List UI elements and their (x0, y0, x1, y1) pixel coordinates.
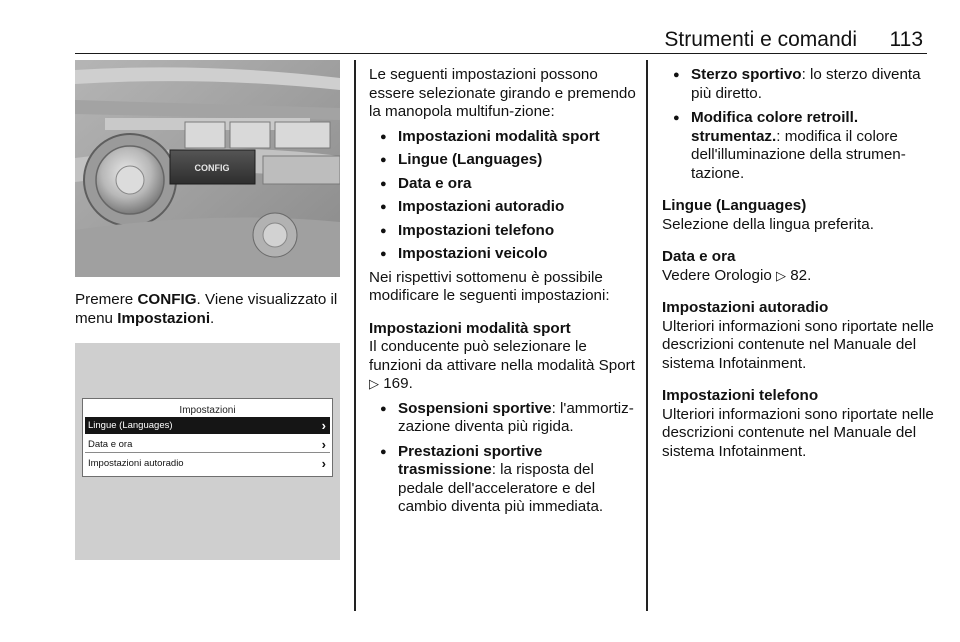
column-divider-1 (354, 60, 356, 611)
section-title: Impostazioni telefono (662, 387, 819, 404)
list-item: ● Lingue (Languages) (369, 151, 636, 170)
section-text: Il conducente può selezionare le funzioni da attivare nella modalità Sport ▷ 169. (369, 338, 635, 392)
menu-row-selected: Lingue (Languages) › (85, 417, 330, 434)
list-item: ● Sterzo sportivo: lo sterzo diventa più diretto. (662, 66, 934, 103)
dashboard-illustration (75, 60, 340, 277)
chevron-right-icon: › (321, 418, 326, 433)
chevron-right-icon: › (321, 437, 326, 452)
column-1 (75, 60, 340, 560)
intro-paragraph: Le seguenti impostazioni possono essere selezionate girando e premendo la manopola multifun-zione: (369, 66, 636, 120)
settings-screen-image (75, 343, 340, 560)
section-title: Lingue (Languages) (662, 197, 807, 214)
column-3 (662, 66, 934, 461)
list-item: ● Sospensioni sportive: l'ammortiz-zazione diventa più rigida. (369, 400, 636, 437)
figure-caption: Premere CONFIG. Viene visualizzato il menu Impostazioni. (75, 291, 338, 327)
section-radio (662, 299, 934, 373)
settings-menu-panel (82, 398, 333, 477)
section-text: Selezione della lingua preferita. (662, 215, 874, 233)
page-number: 113 (889, 28, 923, 51)
menu-row: Impostazioni autoradio › (88, 456, 326, 471)
settings-list (369, 128, 636, 264)
list-item: ● Prestazioni sportive trasmissione: la risposta del pedale dell'acceleratore e del cambio diventa più immediata. (369, 443, 636, 517)
section-text: Ulteriori informazioni sono riportate nelle descrizioni contenute nel Manuale del sistema Infotainment. (662, 405, 934, 460)
section-languages (662, 197, 934, 234)
section-date-time (662, 248, 934, 285)
section-text: Vedere Orologio ▷ 82. (662, 266, 812, 284)
list-item: ● Data e ora (369, 175, 636, 194)
list-item: ● Impostazioni autoradio (369, 198, 636, 217)
page-header (75, 22, 927, 52)
column-divider-2 (646, 60, 648, 611)
section-text: Ulteriori informazioni sono riportate nelle descrizioni contenute nel Manuale del sistema Infotainment. (662, 317, 934, 372)
sport-list-continued (662, 66, 934, 183)
config-button-photo (75, 60, 340, 277)
section-phone (662, 387, 934, 461)
section-title: Data e ora (662, 248, 736, 265)
list-item: ● Impostazioni modalità sport (369, 128, 636, 147)
page-reference-icon: ▷ (776, 267, 786, 283)
column-2 (369, 66, 636, 521)
list-item: ● Impostazioni telefono (369, 222, 636, 241)
chevron-right-icon: › (321, 456, 326, 471)
menu-row: Data e ora › (85, 436, 330, 453)
config-button-label: CONFIG (194, 163, 230, 173)
submenu-paragraph: Nei rispettivi sottomenu è possibile modificare le seguenti impostazioni: (369, 268, 610, 304)
header-rule (75, 53, 927, 55)
list-item: ● Modifica colore retroill. strumentaz.: modifica il colore dell'illuminazione della strumen-tazione. (662, 109, 934, 183)
list-item: ● Impostazioni veicolo (369, 245, 636, 264)
page-section-title: Strumenti e comandi (664, 28, 857, 51)
section-title: Impostazioni autoradio (662, 299, 829, 316)
page-reference-icon: ▷ (369, 376, 379, 391)
settings-menu-title: Impostazioni (179, 405, 236, 416)
sport-list (369, 400, 636, 517)
section-title: Impostazioni modalità sport (369, 319, 571, 337)
